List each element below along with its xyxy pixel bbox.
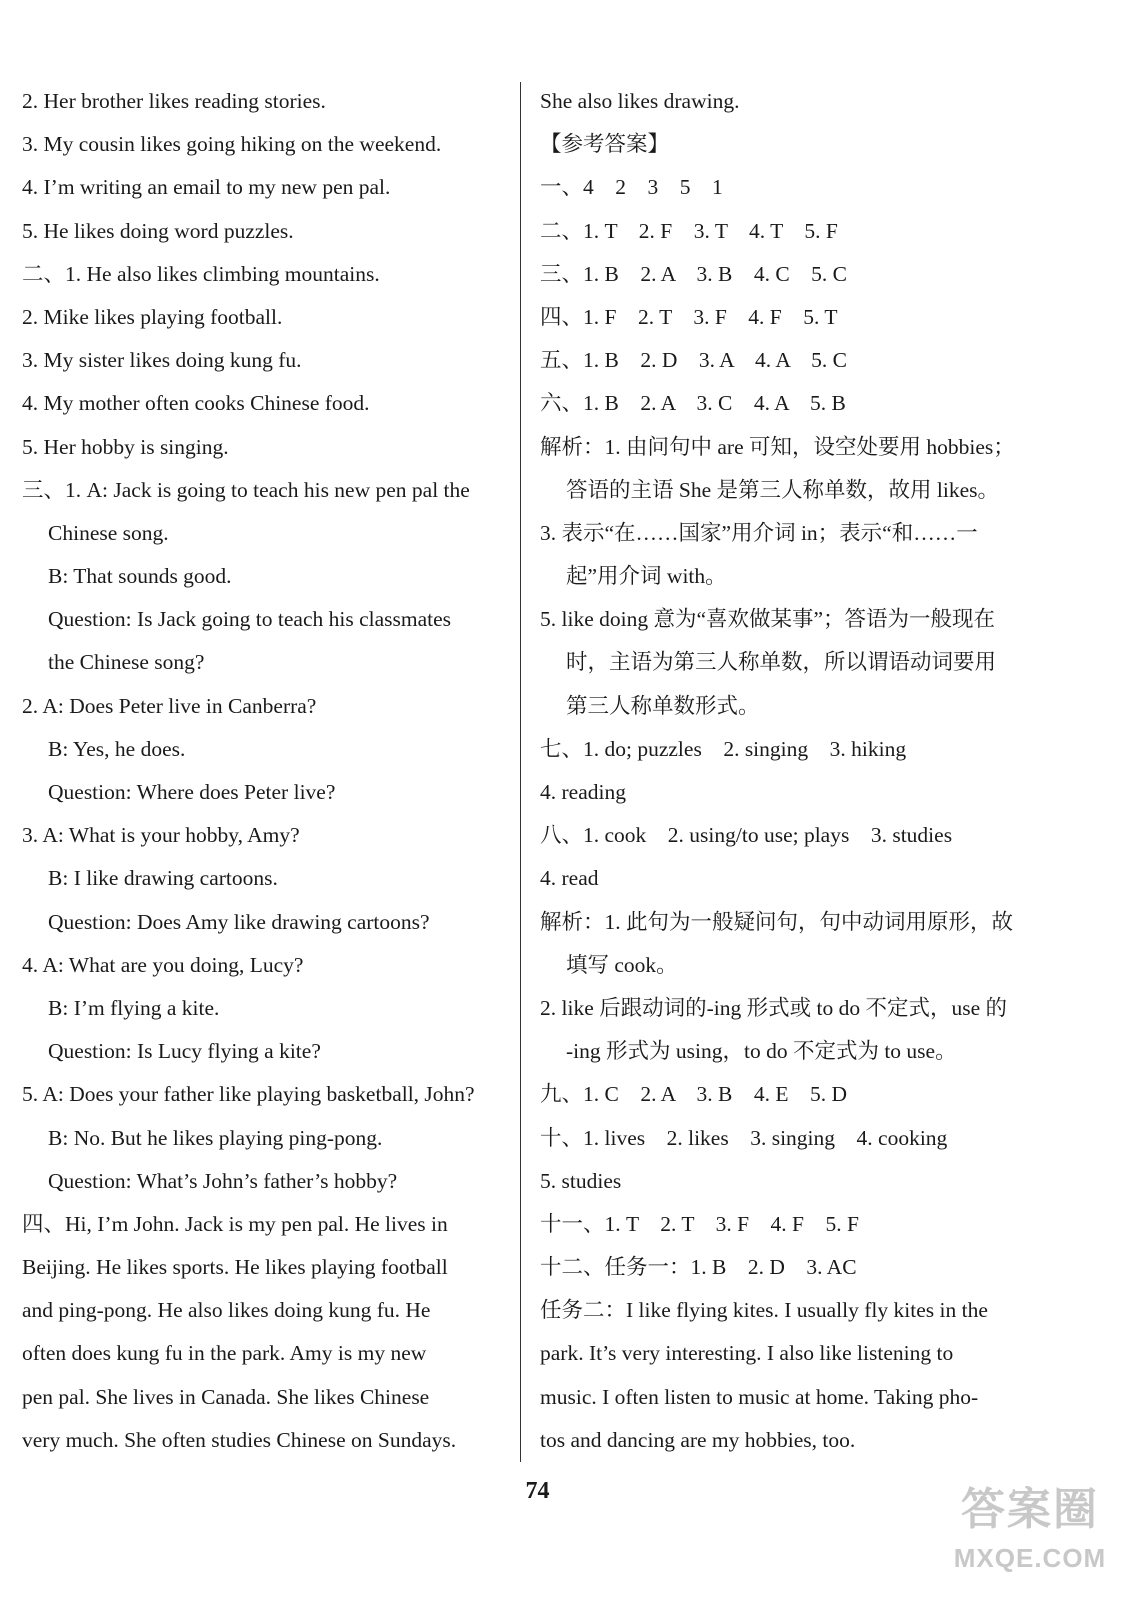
text-line: 任务二：I like flying kites. I usually fly kites in the [540,1298,988,1323]
text-line: Question: Is Jack going to teach his classmates [48,607,452,632]
watermark-logo: 答案圈 [961,1485,1099,1534]
text-line: 5. studies [540,1168,622,1193]
text-line: pen pal. She lives in Canada. She likes Chinese [22,1384,430,1409]
text-line: 2. Mike likes playing football. [22,304,283,329]
text-line: 三、1. A: Jack is going to teach his new pen pal the [22,477,470,502]
watermark-url: MXQE.COM [953,1543,1107,1573]
text-line: 3. My cousin likes going hiking on the weekend. [22,132,442,157]
text-line: 第三人称单数形式。 [566,693,760,718]
watermark [930,1480,1130,1590]
text-line: 起”用介词 with。 [566,564,727,589]
text-line: 十二、任务一：1. B 2. D 3. AC [540,1255,857,1280]
text-line: often does kung fu in the park. Amy is my new [22,1341,427,1366]
text-line: 4. read [540,866,599,891]
text-line: 十、1. lives 2. likes 3. singing 4. cooking [540,1125,948,1150]
text-line: Question: Where does Peter live? [48,780,336,804]
text-line: 时，主语为第三人称单数，所以谓语动词要用 [566,650,997,675]
text-line: 2. Her brother likes reading stories. [22,89,326,113]
text-line: -ing 形式为 using，to do 不定式为 to use。 [566,1039,957,1064]
text-line: Question: Does Amy like drawing cartoons? [48,909,430,934]
text-line: B: I’m flying a kite. [48,995,220,1020]
text-line: 七、1. do; puzzles 2. singing 3. hiking [540,736,907,761]
text-line: Chinese song. [48,520,169,545]
text-line: 四、Hi, I’m John. Jack is my pen pal. He lives in [22,1211,448,1236]
text-line: 九、1. C 2. A 3. B 4. E 5. D [540,1082,847,1107]
text-line: Question: What’s John’s father’s hobby? [48,1168,398,1193]
text-line: B: No. But he likes playing ping-pong. [48,1125,383,1150]
text-line: 3. A: What is your hobby, Amy? [22,823,300,848]
text-line: 4. I’m writing an email to my new pen pal. [22,175,391,200]
text-line: 四、1. F 2. T 3. F 4. F 5. T [540,304,838,329]
text-line: very much. She often studies Chinese on Sundays. [22,1427,457,1452]
page-number: 74 [525,1478,550,1504]
text-line: Beijing. He likes sports. He likes playing football [22,1255,448,1280]
text-line: and ping-pong. He also likes doing kung fu. He [22,1298,431,1323]
text-line: 填写 cook。 [566,952,678,977]
text-line: 3. 表示“在……国家”用介词 in；表示“和……一 [540,520,978,545]
text-line: 解析：1. 由问句中 are 可知，设空处要用 hobbies； [540,434,1015,459]
left-column [22,80,510,1462]
text-line: She also likes drawing. [540,89,740,113]
text-line: 4. A: What are you doing, Lucy? [22,952,304,977]
text-line: 5. like doing 意为“喜欢做某事”；答语为一般现在 [540,607,996,632]
text-line: B: I like drawing cartoons. [48,866,278,891]
text-line: B: Yes, he does. [48,736,186,761]
text-line: music. I often listen to music at home. Taking pho- [540,1384,979,1409]
text-line: 二、1. T 2. F 3. T 4. T 5. F [540,218,838,243]
text-line: 4. reading [540,780,626,804]
column-divider [520,82,521,1462]
text-line: 答语的主语 She 是第三人称单数，故用 likes。 [566,477,999,502]
text-line: the Chinese song? [48,650,205,675]
right-column [540,80,1030,1462]
text-line: 5. He likes doing word puzzles. [22,218,294,243]
answer-key-heading: 【参考答案】 [540,132,670,157]
text-line: 八、1. cook 2. using/to use; plays 3. studies [540,823,953,848]
text-line: 2. A: Does Peter live in Canberra? [22,693,317,718]
text-line: Question: Is Lucy flying a kite? [48,1039,321,1064]
text-line: 一、4 2 3 5 1 [540,175,723,200]
text-line: 解析：1. 此句为一般疑问句，句中动词用原形，故 [540,909,1014,934]
text-line: 4. My mother often cooks Chinese food. [22,391,370,416]
text-line: 5. A: Does your father like playing basketball, John? [22,1082,475,1107]
text-line: 五、1. B 2. D 3. A 4. A 5. C [540,348,848,373]
text-line: park. It’s very interesting. I also like listening to [540,1341,954,1366]
text-line: 六、1. B 2. A 3. C 4. A 5. B [540,391,846,416]
text-line: 十一、1. T 2. T 3. F 4. F 5. F [540,1211,859,1236]
text-line: 2. like 后跟动词的-ing 形式或 to do 不定式，use 的 [540,995,1008,1020]
text-line: 5. Her hobby is singing. [22,434,229,459]
text-line: 三、1. B 2. A 3. B 4. C 5. C [540,261,848,286]
text-line: 二、1. He also likes climbing mountains. [22,261,380,286]
text-line: tos and dancing are my hobbies, too. [540,1427,856,1452]
text-line: B: That sounds good. [48,564,232,589]
text-line: 3. My sister likes doing kung fu. [22,348,302,373]
